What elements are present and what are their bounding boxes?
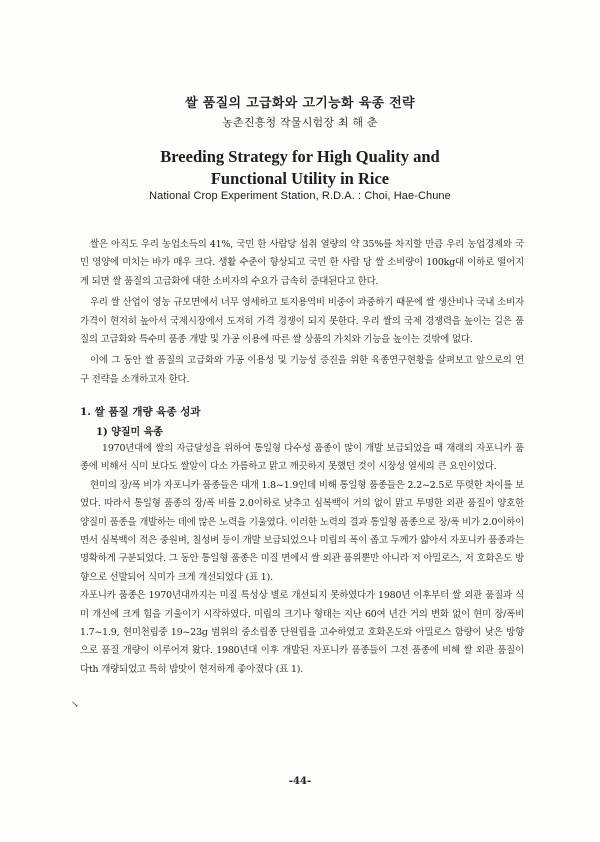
body-text: [80, 440, 524, 679]
abstract-paragraph: 쌀은 아직도 우리 농업소득의 41%, 국민 한 사람당 섭취 열량의 약 35%를 차지할 만큼 우리 농업경제와 국민 영양에 미치는 바가 매우 크다. 생활 수준이 향상되고 국민 한 사람 당 쌀 소비량이 100kg대 이하로 떨어지게 되면 쌀 품질의 고급화에 대한 소비자의 수요가 급속히 증대된다고 한다.: [80, 239, 524, 287]
english-title-line-1: Breeding Strategy for High Quality and: [160, 147, 440, 166]
section-heading: 1. 쌀 품질 개량 육종 성과: [80, 406, 201, 418]
abstract: [80, 236, 524, 392]
body-paragraph: 1970년대에 쌀의 자급달성을 위하여 통일형 다수성 품종이 많이 개발 보급되었을 때 재래의 자포니카 품종에 비해서 식미 보다도 쌀알이 다소 가름하고 맑고 깨끗하지 못했던 것이 시장성 열세의 큰 요인이었다.: [80, 443, 524, 473]
english-title: [0, 146, 600, 190]
margin-mark-icon: ↘: [71, 700, 79, 710]
abstract-paragraph: 이에 그 동안 쌀 품질의 고급화와 가공 이용성 및 기능성 증진을 위한 육종연구현황을 살펴보고 앞으로의 연구 전략을 소개하고자 한다.: [80, 355, 524, 385]
english-title-line-2: Functional Utility in Rice: [210, 169, 390, 188]
subsection-heading: 1) 양질미 육종: [96, 427, 163, 438]
page-number: -44-: [288, 776, 312, 787]
body-paragraph: 현미의 장/폭 비가 자포니카 품종들은 대개 1.8~1.9인데 비해 통일형 품종들은 2.2~2.5로 뚜렷한 차이를 보였다. 따라서 통일형 품종의 장/폭 비를 2.0이하로 낮추고 심복백이 거의 없이 맑고 투명한 외관 품질이 양호한 양질미 품종을 개발하는 데에 많은 노력을 기울였다. 이러한 노력의 결과 통일형 품종으로 장/폭 비가 2.0이하이면서 심복백이 적은 중원벼, 칠성벼 등이 개발 보급되었으나 미립의 폭이 좁고 두께가 얇아서 자포니카 품종과는 명확하게 구분되었다. 그 동안 통일형 품종은 미질 면에서 쌀 외관 품위뿐만 아니라 저 아밀로스, 저 호화온도 방향으로 선발되어 식미가 크게 개선되었다 (표 1).: [80, 479, 524, 583]
english-author: National Crop Experiment Station, R.D.A. : Choi, Hae-Chune: [149, 190, 451, 202]
abstract-paragraph: 우리 쌀 산업이 영농 규모면에서 너무 영세하고 토지용역비 비중이 과중하기 때문에 쌀 생산비나 국내 소비자 가격이 현저히 높아서 국제시장에서 도저히 가격 경쟁이 되지 못한다. 우리 쌀의 국제 경쟁력을 높이는 길은 품질의 고급화와 특수미 품종 개발 및 가공 이용에 따른 쌀 상품의 가치와 기능을 높이는 것밖에 없다.: [80, 297, 524, 346]
body-paragraph: 자포니카 품종은 1970년대까지는 미질 특성상 별로 개선되지 못하였다가 1980년 이후부터 쌀 외관 품질과 식미 개선에 크게 힘을 기울이기 시작하였다. 미립의 크기나 형태는 지난 60여 년간 거의 변화 없이 현미 장/폭비 1.7~1.9, 현미천립중 19~23g 범위의 중소립종 단원립을 고수하였고 호화온도와 아밀로스 함량이 낮은 방향으로 품질 개량이 이루어져 왔다. 1980년대 이후 개발된 자포니카 품종들이 그전 품종에 비해 쌀 외관 품질이 다th 개량되었고 특히 밥맛이 현저하게 좋아졌다 (표 1).: [80, 590, 524, 675]
korean-author: 농촌진흥청 작물시험장 최 해 춘: [222, 116, 378, 129]
korean-title: 쌀 품질의 고급화와 고기능화 육종 전략: [185, 96, 415, 111]
